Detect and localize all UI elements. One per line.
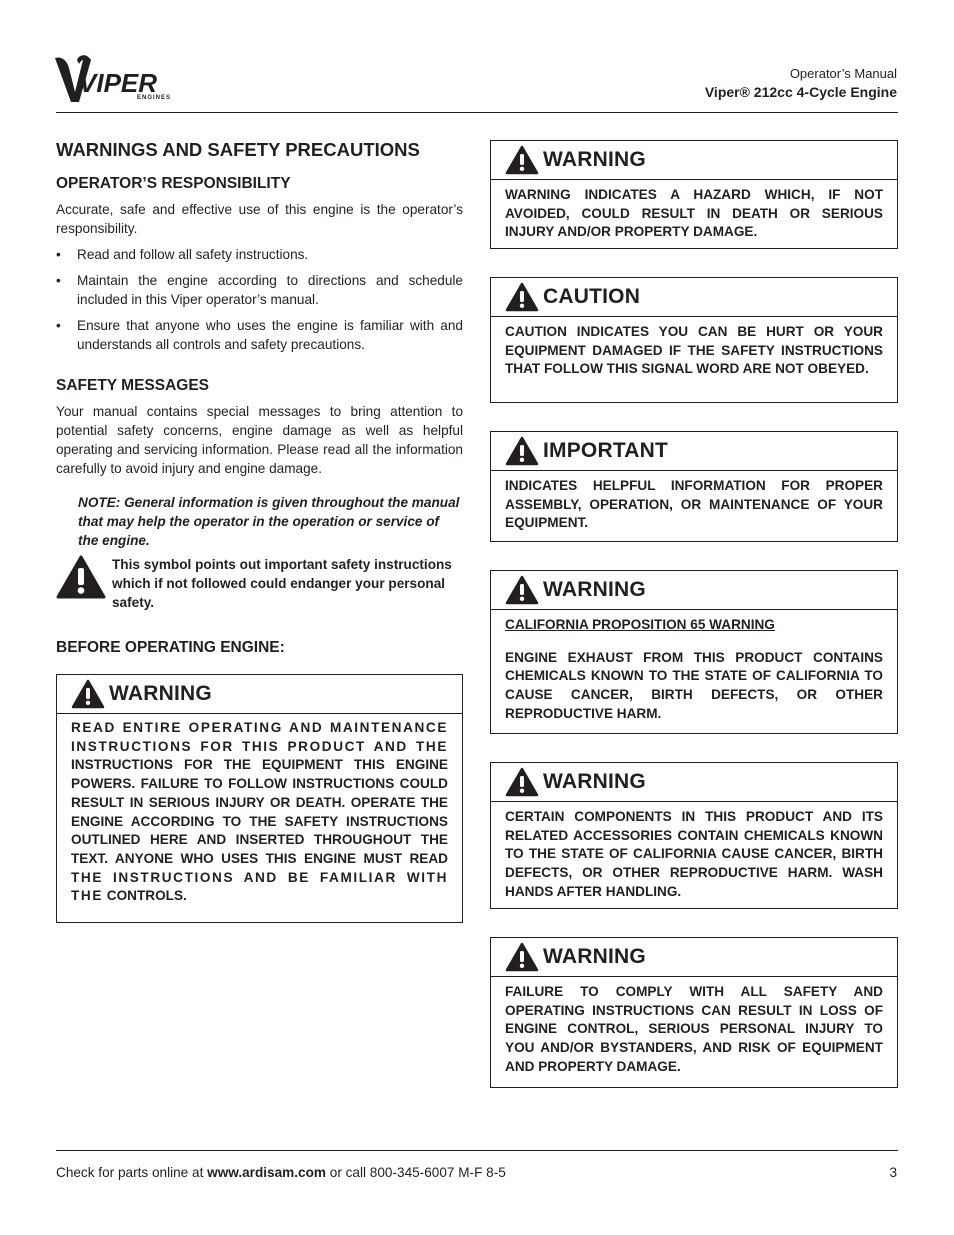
warning-box-title: WARNING — [109, 682, 212, 705]
warning-triangle-icon — [505, 767, 539, 797]
prop65-warning-box — [490, 570, 898, 734]
box-title: CAUTION — [543, 285, 641, 308]
before-operating-heading: BEFORE OPERATING ENGINE: — [56, 639, 285, 656]
logo-subtext: ENGINES — [137, 95, 172, 101]
footer-suffix: or call 800-345-6007 M-F 8-5 — [325, 1165, 506, 1180]
warning-triangle-icon — [505, 575, 539, 605]
box-header — [491, 141, 897, 180]
warning-triangle-icon — [56, 555, 112, 612]
right-column — [490, 140, 898, 1088]
footer-prefix: Check for parts online at — [56, 1165, 208, 1180]
warning-text-part: INSTRUCTIONS FOR THE EQUIPMENT THIS ENGINE POWERS. FAILURE TO FOLLOW INSTRUCTIONS COULD RESULT IN SERIOUS INJURY OR DEATH. OPERATE THE ENGINE ACCORDING TO THE SAFETY INSTRUCTIONS OUTLINED HERE AND INSERTED THROUGHOUT THE TEXT. ANYONE WHO USES THIS ENGINE MUST READ — [71, 757, 448, 866]
box-title: WARNING — [543, 770, 646, 793]
compliance-warning-box — [490, 937, 898, 1088]
footer-contact — [56, 1164, 506, 1182]
product-title: Viper® 212cc 4-Cycle Engine — [704, 84, 897, 100]
box-body: WARNING INDICATES A HAZARD WHICH, IF NOT AVOIDED, COULD RESULT IN DEATH OR SERIOUS INJURY AND/OR PROPERTY DAMAGE. — [505, 187, 883, 240]
footer-website-link[interactable]: www.ardisam.com — [207, 1165, 326, 1180]
responsibility-heading: OPERATOR’S RESPONSIBILITY — [56, 175, 291, 192]
list-item-text: Read and follow all safety instructions. — [77, 247, 309, 262]
list-item-text: Maintain the engine according to directions and schedule included in this Viper operator’s manual. — [77, 273, 463, 307]
box-header — [491, 938, 897, 977]
left-column — [56, 138, 463, 923]
warning-text-part: CONTROLS. — [106, 888, 187, 904]
warning-triangle-icon — [505, 145, 539, 175]
warning-triangle-icon — [505, 282, 539, 312]
header-divider — [56, 112, 898, 113]
box-title: IMPORTANT — [543, 439, 669, 462]
section-title: WARNINGS AND SAFETY PRECAUTIONS — [56, 139, 420, 160]
box-header — [491, 432, 897, 471]
symbol-description: This symbol points out important safety instructions which if not followed could endanger your personal safety. — [112, 557, 452, 610]
warning-definition-box — [490, 140, 898, 249]
warning-box-body — [57, 714, 462, 922]
box-body: CERTAIN COMPONENTS IN THIS PRODUCT AND ITS RELATED ACCESSORIES CONTAIN CHEMICALS KNOWN TO THE STATE OF CALIFORNIA CAUSE CANCER, BIRTH DEFECTS, OR OTHER REPRODUCTIVE HARM. WASH HANDS AFTER HANDLING. — [505, 809, 883, 899]
box-header — [491, 278, 897, 317]
box-body: FAILURE TO COMPLY WITH ALL SAFETY AND OPERATING INSTRUCTIONS CAN RESULT IN LOSS OF ENGINE CONTROL, SERIOUS PERSONAL INJURY TO YOU AND/OR BYSTANDERS, AND RISK OF EQUIPMENT AND PROPERTY DAMAGE. — [505, 984, 883, 1074]
viper-logo — [53, 54, 172, 106]
box-title: WARNING — [543, 148, 646, 171]
prop65-text: ENGINE EXHAUST FROM THIS PRODUCT CONTAINS CHEMICALS KNOWN TO THE STATE OF CALIFORNIA TO CAUSE CANCER, BIRTH DEFECTS, OR OTHER REPRODUCTIVE HARM. — [505, 649, 883, 721]
symbol-explanation — [56, 555, 463, 612]
warning-triangle-icon — [71, 679, 105, 709]
box-body: INDICATES HELPFUL INFORMATION FOR PROPER ASSEMBLY, OPERATION, OR MAINTENANCE OF YOUR EQUIPMENT. — [505, 478, 883, 531]
safety-messages-text: Your manual contains special messages to bring attention to potential safety concerns, engine damage as well as helpful operating and servicing information. Please read all the information carefully to avoid injury and engine damage. — [56, 404, 463, 476]
general-note: NOTE: General information is given throughout the manual that may help the operator in the operation or service of the engine. — [78, 495, 460, 548]
logo-wordmark: VIPER — [79, 68, 158, 98]
box-header — [491, 571, 897, 610]
list-item — [56, 245, 463, 264]
caution-definition-box — [490, 277, 898, 403]
warning-box-operating — [56, 674, 463, 923]
bullet-mark: • — [56, 318, 61, 333]
warning-text-part: READ ENTIRE OPERATING AND MAINTENANCE INSTRUCTIONS FOR THIS PRODUCT AND THE — [71, 720, 448, 754]
bullet-mark: • — [56, 247, 61, 262]
responsibility-text: Accurate, safe and effective use of this engine is the operator’s responsibility. — [56, 202, 463, 236]
safety-messages-heading: SAFETY MESSAGES — [56, 377, 210, 394]
bullet-mark: • — [56, 273, 61, 288]
box-title: WARNING — [543, 578, 646, 601]
box-header — [491, 763, 897, 802]
chemicals-warning-box — [490, 762, 898, 909]
header-title-block — [705, 66, 897, 102]
page-number: 3 — [889, 1165, 897, 1180]
warning-triangle-icon — [505, 436, 539, 466]
list-item — [56, 316, 463, 354]
box-body — [491, 610, 897, 734]
footer-divider — [56, 1150, 898, 1151]
prop65-subheading: CALIFORNIA PROPOSITION 65 WARNING — [505, 617, 775, 632]
warning-box-header — [57, 675, 462, 714]
manual-label: Operator’s Manual — [789, 66, 897, 81]
important-definition-box — [490, 431, 898, 542]
warning-triangle-icon — [505, 942, 539, 972]
warning-text-part: THE INSTRUCTIONS AND BE FAMILIAR WITH THE — [71, 869, 448, 904]
list-item-text: Ensure that anyone who uses the engine is familiar with and understands all controls and safety precautions. — [77, 318, 463, 352]
responsibility-list — [56, 245, 463, 354]
box-title: WARNING — [543, 945, 646, 968]
box-body: CAUTION INDICATES YOU CAN BE HURT OR YOUR EQUIPMENT DAMAGED IF THE SAFETY INSTRUCTIONS THAT FOLLOW THIS SIGNAL WORD ARE NOT OBEYED. — [505, 324, 883, 377]
list-item — [56, 271, 463, 309]
